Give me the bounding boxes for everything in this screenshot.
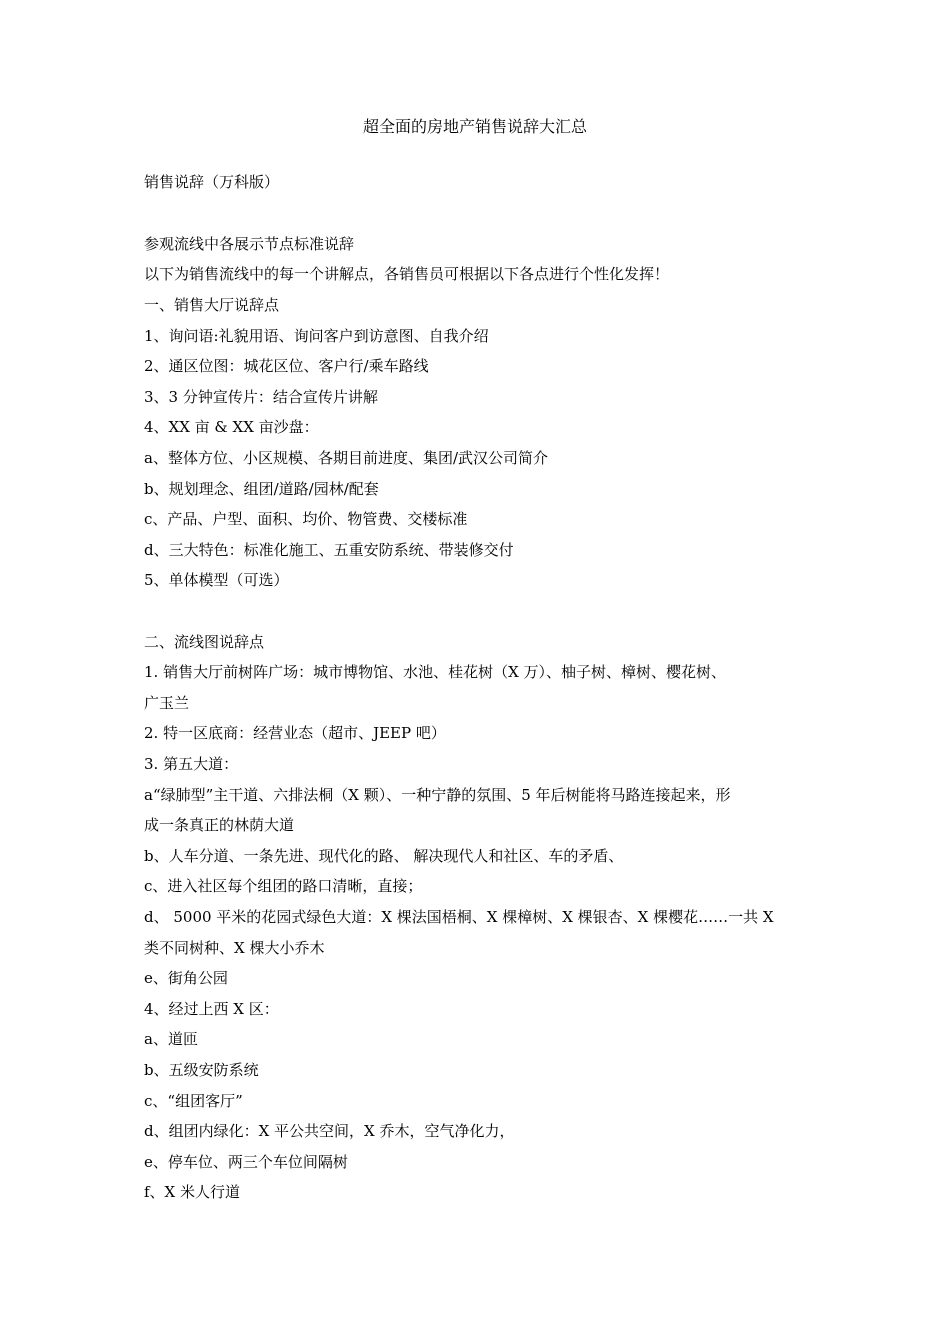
section-2-item: 4、经过上西 X 区： xyxy=(144,1000,279,1018)
section-2-item: b、五级安防系统 xyxy=(144,1061,259,1079)
section-1-item: a、整体方位、小区规模、各期目前进度、集团/武汉公司简介 xyxy=(144,449,548,467)
section-1-item: 4、XX 亩 & XX 亩沙盘： xyxy=(144,418,319,436)
section-2-item: 1. 销售大厅前树阵广场：城市博物馆、水池、桂花树（X 万）、柚子树、樟树、樱花树、 xyxy=(144,663,727,681)
section-intro-heading: 参观流线中各展示节点标准说辞 xyxy=(144,235,355,253)
section-2-item: e、街角公园 xyxy=(144,969,228,987)
section-1-item: c、产品、户型、面积、均价、物管费、交楼标准 xyxy=(144,510,468,528)
section-2-item: a“绿肺型”主干道、六排法桐（X 颗）、一种宁静的氛围、5 年后树能将马路连接起来，形 xyxy=(144,786,731,804)
section-2-item: b、人车分道、一条先进、现代化的路、 解决现代人和社区、车的矛盾、 xyxy=(144,847,624,865)
document-subtitle: 销售说辞（万科版） xyxy=(144,173,280,191)
section-1-heading: 一、销售大厅说辞点 xyxy=(144,296,280,314)
section-2-item: d、 5000 平米的花园式绿色大道：X 棵法国梧桐、X 棵樟树、X 棵银杏、X 棵樱花……一共 X xyxy=(144,908,774,926)
section-2-item: 3. 第五大道： xyxy=(144,755,239,773)
section-2-item: a、道匝 xyxy=(144,1030,198,1048)
section-2-item: d、组团内绿化：X 平公共空间，X 乔木，空气净化力， xyxy=(144,1122,515,1140)
section-2-item: e、停车位、两三个车位间隔树 xyxy=(144,1153,348,1171)
section-2-item: 类不同树种、X 棵大小乔木 xyxy=(144,939,325,957)
section-1-item: 1、询问语:礼貌用语、询问客户到访意图、自我介绍 xyxy=(144,327,489,345)
section-1-item: 3、3 分钟宣传片：结合宣传片讲解 xyxy=(144,388,378,406)
section-2-item: 成一条真正的林荫大道 xyxy=(144,816,295,834)
section-1-item: 5、单体模型（可选） xyxy=(144,571,289,589)
section-2-heading: 二、流线图说辞点 xyxy=(144,633,265,651)
section-intro-note: 以下为销售流线中的每一个讲解点，各销售员可根据以下各点进行个性化发挥！ xyxy=(144,265,670,283)
section-1-item: d、三大特色：标准化施工、五重安防系统、带装修交付 xyxy=(144,541,514,559)
section-1-item: 2、通区位图：城花区位、客户行/乘车路线 xyxy=(144,357,429,375)
document-title: 超全面的房地产销售说辞大汇总 xyxy=(362,117,587,136)
section-2-item: c、“组团客厅” xyxy=(144,1092,243,1110)
section-2-item: 广玉兰 xyxy=(144,694,190,712)
section-2-item: c、进入社区每个组团的路口清晰，直接； xyxy=(144,877,423,895)
section-1-item: b、规划理念、组团/道路/园林/配套 xyxy=(144,480,379,498)
section-2-item: f、X 米人行道 xyxy=(144,1183,240,1201)
section-2-item: 2. 特一区底商：经营业态（超市、JEEP 吧） xyxy=(144,724,446,742)
